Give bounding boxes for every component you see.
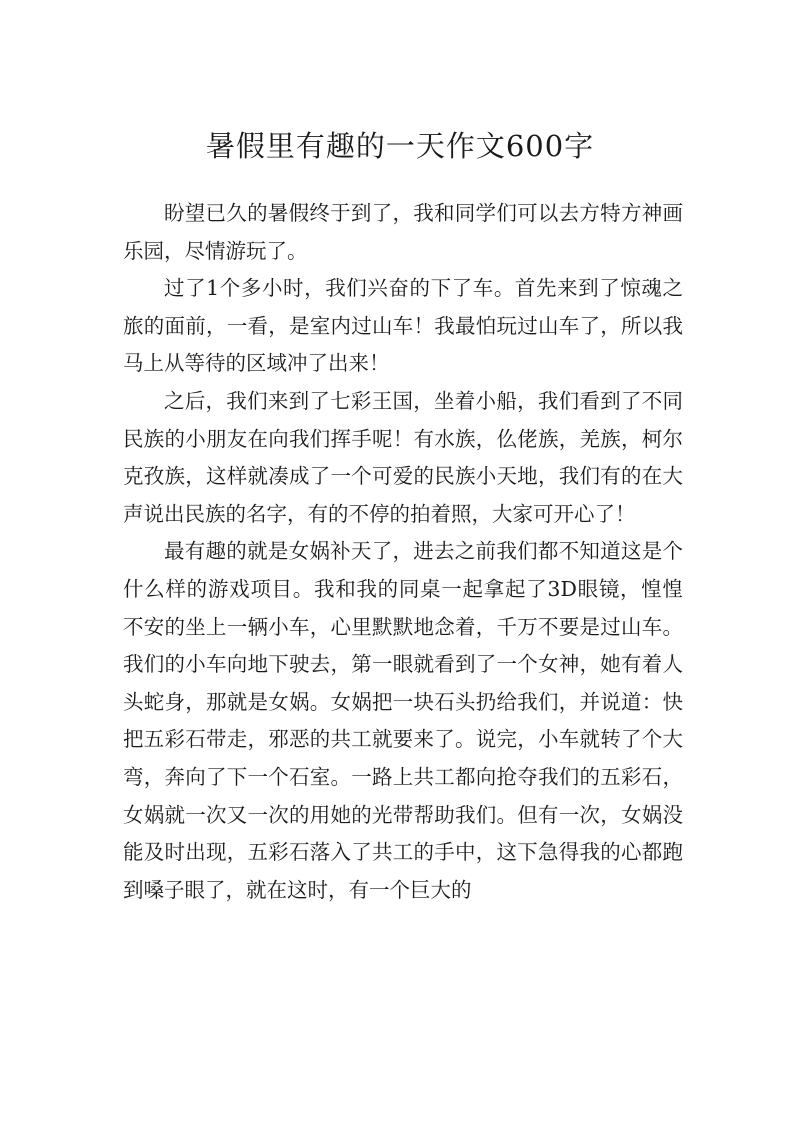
paragraph-1: 盼望已久的暑假终于到了，我和同学们可以去方特方神画乐园，尽情游玩了。 <box>123 201 683 263</box>
paragraph-2: 过了1个多小时，我们兴奋的下了车。首先来到了惊魂之旅的面前，一看，是室内过山车！我最怕玩过山车了，所以我马上从等待的区域冲了出来！ <box>123 276 683 376</box>
page-title: 暑假里有趣的一天作文600字 <box>205 129 595 163</box>
essay-body <box>123 195 683 909</box>
paragraph-3: 之后，我们来到了七彩王国，坐着小船，我们看到了不同民族的小朋友在向我们挥手呢！有水族，仫佬族，羌族，柯尔克孜族，这样就凑成了一个可爱的民族小天地，我们有的在大声说出民族的名字，有的不停的拍着照，大家可开心了！ <box>123 388 683 526</box>
paragraph-4: 最有趣的就是女娲补天了，进去之前我们都不知道这是个什么样的游戏项目。我和我的同桌一起拿起了3D眼镜，惶惶不安的坐上一辆小车，心里默默地念着，千万不要是过山车。我们的小车向地下驶去，第一眼就看到了一个女神，她有着人头蛇身，那就是女娲。女娲把一块石头扔给我们，并说道：快把五彩石带走，邪恶的共工就要来了。说完，小车就转了个大弯，奔向了下一个石室。一路上共工都向抢夺我们的五彩石，女娲就一次又一次的用她的光带帮助我们。但有一次，女娲没能及时出现，五彩石落入了共工的手中，这下急得我的心都跑到嗓子眼了，就在这时，有一个巨大的 <box>123 539 683 902</box>
